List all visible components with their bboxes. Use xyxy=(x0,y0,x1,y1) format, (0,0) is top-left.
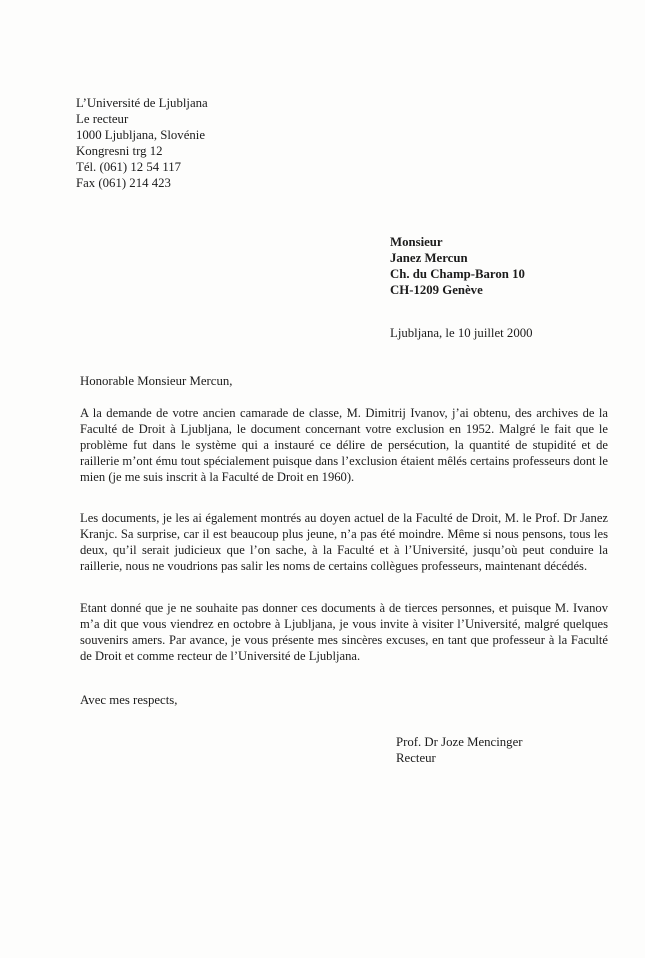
recipient-line: Monsieur xyxy=(390,235,443,249)
recipient-line: Janez Mercun xyxy=(390,251,468,265)
signatory-title: Recteur xyxy=(396,751,436,765)
sender-address-block xyxy=(76,95,208,191)
closing-phrase: Avec mes respects, xyxy=(80,693,178,707)
body-paragraph-2: Les documents, je les ai également montrés au doyen actuel de la Faculté de Droit, M. le Prof. Dr Janez Kranjc. Sa surprise, car il est beaucoup plus jeune, n’a pas été moindre. Même si nous pensons, tous les deux, qu’il serait judicieux que l’on sache, à la Faculté et à l’Université, jusqu’où peut conduire la raillerie, nous ne voudrions pas salir les noms de certains collègues professeurs, maintenant décédés. xyxy=(80,511,608,573)
recipient-address-block xyxy=(390,234,525,298)
recipient-line: Ch. du Champ-Baron 10 xyxy=(390,267,525,281)
sender-line: L’Université de Ljubljana xyxy=(76,96,208,110)
signatory-name: Prof. Dr Joze Mencinger xyxy=(396,735,523,749)
body-paragraph-3: Etant donné que je ne souhaite pas donner ces documents à de tierces personnes, et puisque M. Ivanov m’a dit que vous viendrez en octobre à Ljubljana, je vous invite à visiter l’Université, malgré quelques souvenirs amers. Par avance, je vous présente mes sincères excuses, en tant que professeur à la Faculté de Droit et comme recteur de l’Université de Ljubljana. xyxy=(80,601,608,663)
recipient-line: CH-1209 Genève xyxy=(390,283,483,297)
date-line: Ljubljana, le 10 juillet 2000 xyxy=(390,326,533,340)
sender-line: 1000 Ljubljana, Slovénie xyxy=(76,128,206,142)
signature-block xyxy=(396,734,523,766)
sender-line: Fax (061) 214 423 xyxy=(76,176,171,190)
body-paragraph-1: A la demande de votre ancien camarade de classe, M. Dimitrij Ivanov, j’ai obtenu, des archives de la Faculté de Droit à Ljubljana, le document concernant votre exclusion en 1952. Malgré le fait que le problème fut dans le système qui a instauré ce délire de persécution, la quantité de stupidité et de raillerie m’ont ému tout spécialement puisque dans l’exclusion étaient mêlés certains professeurs dont le mien (je me suis inscrit à la Faculté de Droit en 1960). xyxy=(80,406,608,484)
sender-line: Le recteur xyxy=(76,112,129,126)
salutation: Honorable Monsieur Mercun, xyxy=(80,374,233,388)
sender-line: Kongresni trg 12 xyxy=(76,144,163,158)
sender-line: Tél. (061) 12 54 117 xyxy=(76,160,182,174)
